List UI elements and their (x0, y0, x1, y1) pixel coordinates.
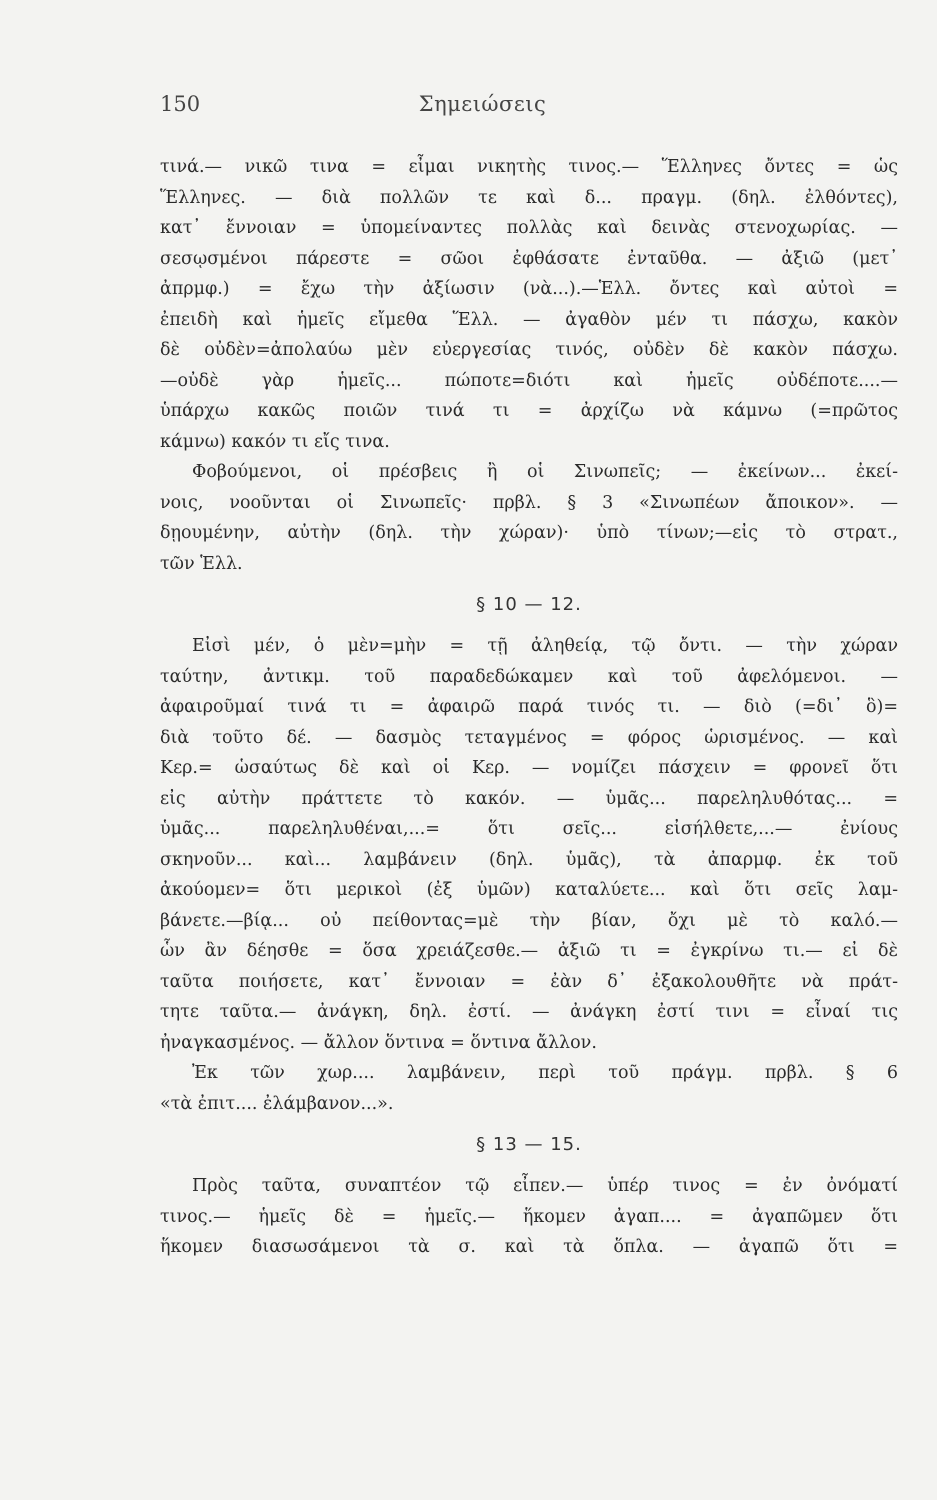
text-line: κάμνω) κακόν τι εἴς τινα. (160, 431, 390, 452)
paragraph-first-line: Εἰσὶ μέν, ὁ μὲν=μὴν = τῇ ἀληθείᾳ, τῷ ὄντι. — τὴν χώραν (192, 636, 898, 656)
text-line: «τὰ ἐπιτ.... ἐλάμβανον...». (160, 1093, 394, 1114)
text-line: Κερ.= ὡσαύτως δὲ καὶ οἱ Κερ. — νομίζει πάσχειν = φρονεῖ ὅτι (160, 758, 898, 778)
page-header (160, 92, 805, 122)
section-heading: § 10 — 12. (476, 594, 582, 615)
text-line: νοις, νοοῦνται οἱ Σινωπεῖς· πρβλ. § 3 «Σινωπέων ἄποικον». — (160, 492, 898, 513)
running-title: Σημειώσεις (418, 92, 547, 116)
text-line: κατ᾽ ἔννοιαν = ὑπομείναντες πολλὰς καὶ δεινὰς στενοχωρίας. — (160, 218, 898, 238)
text-line: σκηνοῦν... καὶ... λαμβάνειν (δηλ. ὑμᾶς), τὰ ἀπαρμφ. ἐκ τοῦ (160, 849, 898, 870)
text-line: ἀπρμφ.) = ἔχω τὴν ἀξίωσιν (νὰ...).—Ἑλλ. ὄντες καὶ αὐτοὶ = (160, 279, 898, 299)
paragraph-first-line: Πρὸς ταῦτα, συναπτέον τῷ εἶπεν.— ὑπέρ τινος = ἐν ὀνόματί (192, 1176, 898, 1196)
text-line: ἥκομεν διασωσάμενοι τὰ σ. καὶ τὰ ὅπλα. — ἀγαπῶ ὅτι = (160, 1237, 898, 1257)
text-line: τινος.— ἡμεῖς δὲ = ἡμεῖς.— ἥκομεν ἀγαπ.... = ἀγαπῶμεν ὅτι (160, 1206, 898, 1227)
text-line: δῃουμένην, αὐτὴν (δηλ. τὴν χώραν)· ὑπὸ τίνων;—εἰς τὸ στρατ., (160, 523, 898, 543)
text-line: διὰ τοῦτο δέ. — δασμὸς τεταγμένος = φόρος ὡρισμένος. — καὶ (160, 727, 898, 748)
text-line: ἀκούομεν= ὅτι μερικοὶ (ἐξ ὑμῶν) καταλύετε... καὶ ὅτι σεῖς λαμ- (160, 880, 898, 900)
text-line: τῶν Ἑλλ. (160, 553, 243, 574)
text-line: εἰς αὐτὴν πράττετε τὸ κακόν. — ὑμᾶς... παρεληλυθότας... = (160, 788, 898, 809)
text-line: ἐπειδὴ καὶ ἡμεῖς εἴμεθα Ἕλλ. — ἀγαθὸν μέν τι πάσχω, κακὸν (160, 309, 898, 330)
text-line: δὲ οὐδὲν=ἀπολαύω μὲν εὐεργεσίας τινός, οὐδὲν δὲ κακὸν πάσχω. (160, 340, 898, 360)
text-line: ἀφαιροῦμαί τινά τι = ἀφαιρῶ παρά τινός τι. — διὸ (=δι᾽ ὃ)= (160, 697, 898, 717)
text-line: τινά.— νικῶ τινα = εἶμαι νικητὴς τινος.— Ἕλληνες ὄντες = ὡς (160, 157, 898, 177)
text-line: ὑμᾶς... παρεληλυθέναι,...= ὅτι σεῖς... εἰσήλθετε,...— ἐνίους (160, 819, 898, 839)
text-line: τητε ταῦτα.— ἀνάγκη, δηλ. ἐστί. — ἀνάγκη ἐστί τινι = εἶναί τις (160, 1002, 898, 1022)
notes-text (160, 152, 898, 1263)
text-line: βάνετε.—βίᾳ... οὐ πείθοντας=μὲ τὴν βίαν, ὄχι μὲ τὸ καλό.— (160, 910, 898, 931)
text-line: σεσῳσμένοι πάρεστε = σῶοι ἐφθάσατε ἐνταῦθα. — ἀξιῶ (μετ᾽ (160, 248, 898, 269)
text-line: ὧν ἂν δέησθε = ὅσα χρειάζεσθε.— ἀξιῶ τι = ἐγκρίνω τι.— εἰ δὲ (160, 941, 898, 961)
section-heading: § 13 — 15. (476, 1134, 582, 1155)
page-number: 150 (160, 92, 201, 116)
text-line: ταῦτα ποιήσετε, κατ᾽ ἔννοιαν = ἐὰν δ᾽ ἐξακολουθῆτε νὰ πράτ- (160, 971, 898, 992)
text-line: ταύτην, ἀντικμ. τοῦ παραδεδώκαμεν καὶ τοῦ ἀφελόμενοι. — (160, 666, 898, 687)
text-line: —οὐδὲ γὰρ ἡμεῖς... πώποτε=διότι καὶ ἡμεῖς οὐδέποτε....— (160, 370, 898, 391)
text-line: Ἕλληνες. — διὰ πολλῶν τε καὶ δ... πραγμ. (δηλ. ἐλθόντες), (160, 187, 898, 208)
paragraph-first-line: Φοβούμενοι, οἱ πρέσβεις ἢ οἱ Σινωπεῖς; — ἐκείνων... ἐκεί- (192, 462, 898, 482)
text-line: ἠναγκασμένος. — ἄλλον ὅντινα = ὅντινα ἄλλον. (160, 1032, 597, 1053)
paragraph-first-line: Ἐκ τῶν χωρ.... λαμβάνειν, περὶ τοῦ πράγμ. πρβλ. § 6 (192, 1063, 898, 1083)
text-line: ὑπάρχω κακῶς ποιῶν τινά τι = ἀρχίζω νὰ κάμνω (=πρῶτος (160, 401, 898, 421)
